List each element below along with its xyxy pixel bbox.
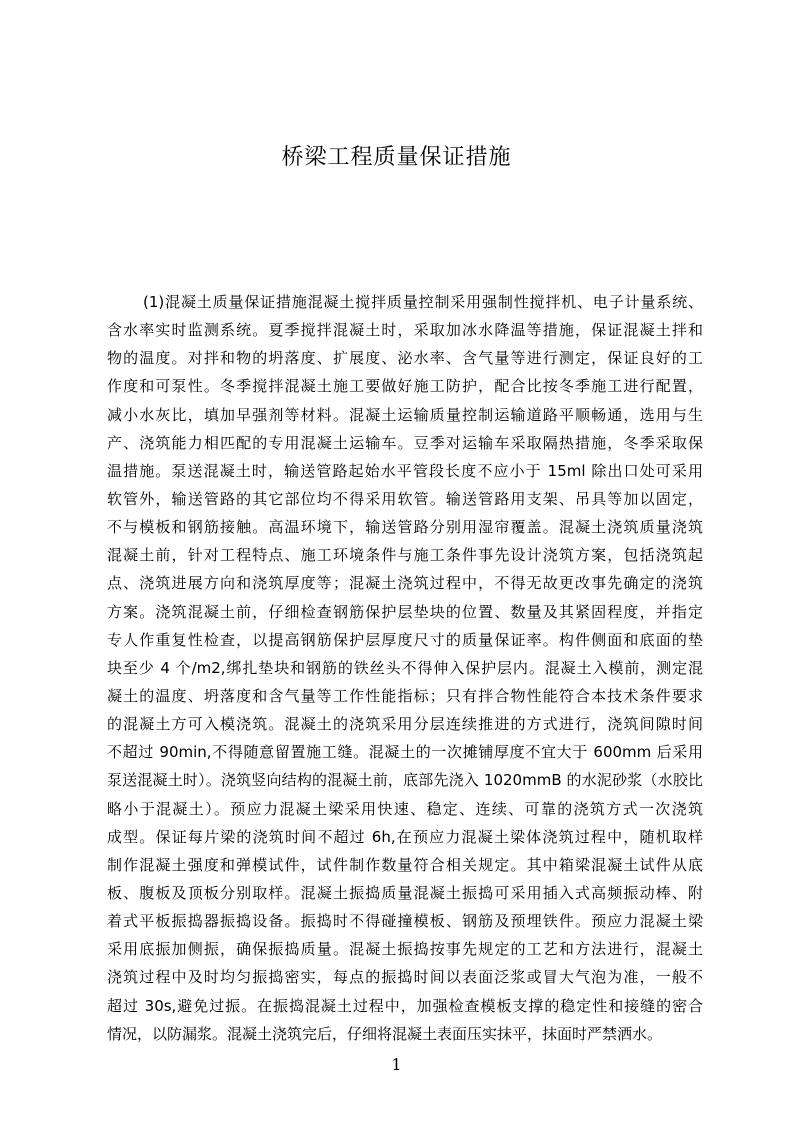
body-paragraph bbox=[107, 288, 703, 1048]
paragraph-line: 的混凝土方可入模浇筑。混凝土的浇筑采用分层连续推进的方式进行，浇筑间隙时间 bbox=[107, 715, 703, 734]
paragraph-line: 情况，以防漏浆。混凝土浇筑完后，仔细将混凝土表面压实抹平，抹面时严禁洒水。 bbox=[107, 1024, 663, 1043]
paragraph-line: 方案。浇筑混凝土前，仔细检查钢筋保护层垫块的位置、数量及其紧固程度，并指定 bbox=[107, 602, 703, 621]
paragraph-line: 点、浇筑进展方向和浇筑厚度等；混凝土浇筑过程中，不得无故更改事先确定的浇筑 bbox=[107, 574, 703, 593]
paragraph-line: 软管外，输送管路的其它部位均不得采用软管。输送管路用支架、吊具等加以固定， bbox=[107, 489, 703, 508]
paragraph-line: 混凝土前，针对工程特点、施工环境条件与施工条件事先设计浇筑方案，包括浇筑起 bbox=[107, 546, 703, 565]
paragraph-line: 板、腹板及顶板分别取样。混凝土振捣质量混凝土振捣可采用插入式高频振动棒、附 bbox=[107, 883, 703, 902]
paragraph-line: 作度和可泵性。冬季搅拌混凝土施工要做好施工防护，配合比按冬季施工进行配置， bbox=[107, 377, 703, 396]
paragraph-line: (1)混凝土质量保证措施混凝土搅拌质量控制采用强制性搅拌机、电子计量系统、 bbox=[143, 293, 703, 311]
paragraph-line: 不与模板和钢筋接触。高温环境下，输送管路分别用湿帘覆盖。混凝土浇筑质量浇筑 bbox=[107, 518, 703, 537]
paragraph-line: 成型。保证每片梁的浇筑时间不超过 6h,在预应力混凝土梁体浇筑过程中，随机取样 bbox=[107, 827, 703, 846]
page-title: 桥梁工程质量保证措施 bbox=[281, 145, 512, 170]
paragraph-line: 着式平板振捣器振捣设备。振捣时不得碰撞模板、钢筋及预埋铁件。预应力混凝土梁 bbox=[107, 912, 703, 931]
paragraph-line: 超过 30s,避免过振。在振捣混凝土过程中，加强检查模板支撑的稳定性和接缝的密合 bbox=[107, 996, 703, 1015]
paragraph-line: 不超过 90min,不得随意留置施工缝。混凝土的一次摊铺厚度不宜大于 600mm 后采用 bbox=[107, 743, 703, 762]
paragraph-line: 泵送混凝土时）。浇筑竖向结构的混凝土前，底部先浇入 1020mmB 的水泥砂浆（水胶比 bbox=[107, 771, 703, 790]
paragraph-line: 采用底振加侧振，确保振捣质量。混凝土振捣按事先规定的工艺和方法进行，混凝土 bbox=[107, 940, 703, 959]
paragraph-line: 凝土的温度、坍落度和含气量等工作性能指标；只有拌合物性能符合本技术条件要求 bbox=[107, 686, 703, 705]
paragraph-line: 制作混凝土强度和弹模试件，试件制作数量符合相关规定。其中箱梁混凝土试件从底 bbox=[107, 855, 703, 874]
paragraph-line: 专人作重复性检查，以提高钢筋保护层厚度尺寸的质量保证率。构件侧面和底面的垫 bbox=[107, 630, 703, 649]
paragraph-line: 略小于混凝土）。预应力混凝土梁采用快速、稳定、连续、可靠的浇筑方式一次浇筑 bbox=[107, 799, 703, 818]
paragraph-line: 块至少 4 个/m2,绑扎垫块和钢筋的铁丝头不得伸入保护层内。混凝土入模前，测定混 bbox=[107, 658, 703, 677]
paragraph-line: 温措施。泵送混凝土时，输送管路起始水平管段长度不应小于 15ml 除出口处可采用 bbox=[107, 461, 703, 480]
paragraph-line: 产、浇筑能力相匹配的专用混凝土运输车。豆季对运输车采取隔热措施，冬季采取保 bbox=[107, 433, 703, 452]
page-number: 1 bbox=[391, 1055, 402, 1074]
paragraph-line: 浇筑过程中及时均匀振捣密实，每点的振捣时间以表面泛浆或冒大气泡为准，一般不 bbox=[107, 968, 703, 987]
paragraph-line: 减小水灰比，填加早强剂等材料。混凝土运输质量控制运输道路平顺畅通，选用与生 bbox=[107, 405, 703, 424]
paragraph-line: 含水率实时监测系统。夏季搅拌混凝土时，采取加冰水降温等措施，保证混凝土拌和 bbox=[107, 321, 703, 340]
paragraph-line: 物的温度。对拌和物的坍落度、扩展度、泌水率、含气量等进行测定，保证良好的工 bbox=[107, 349, 703, 368]
